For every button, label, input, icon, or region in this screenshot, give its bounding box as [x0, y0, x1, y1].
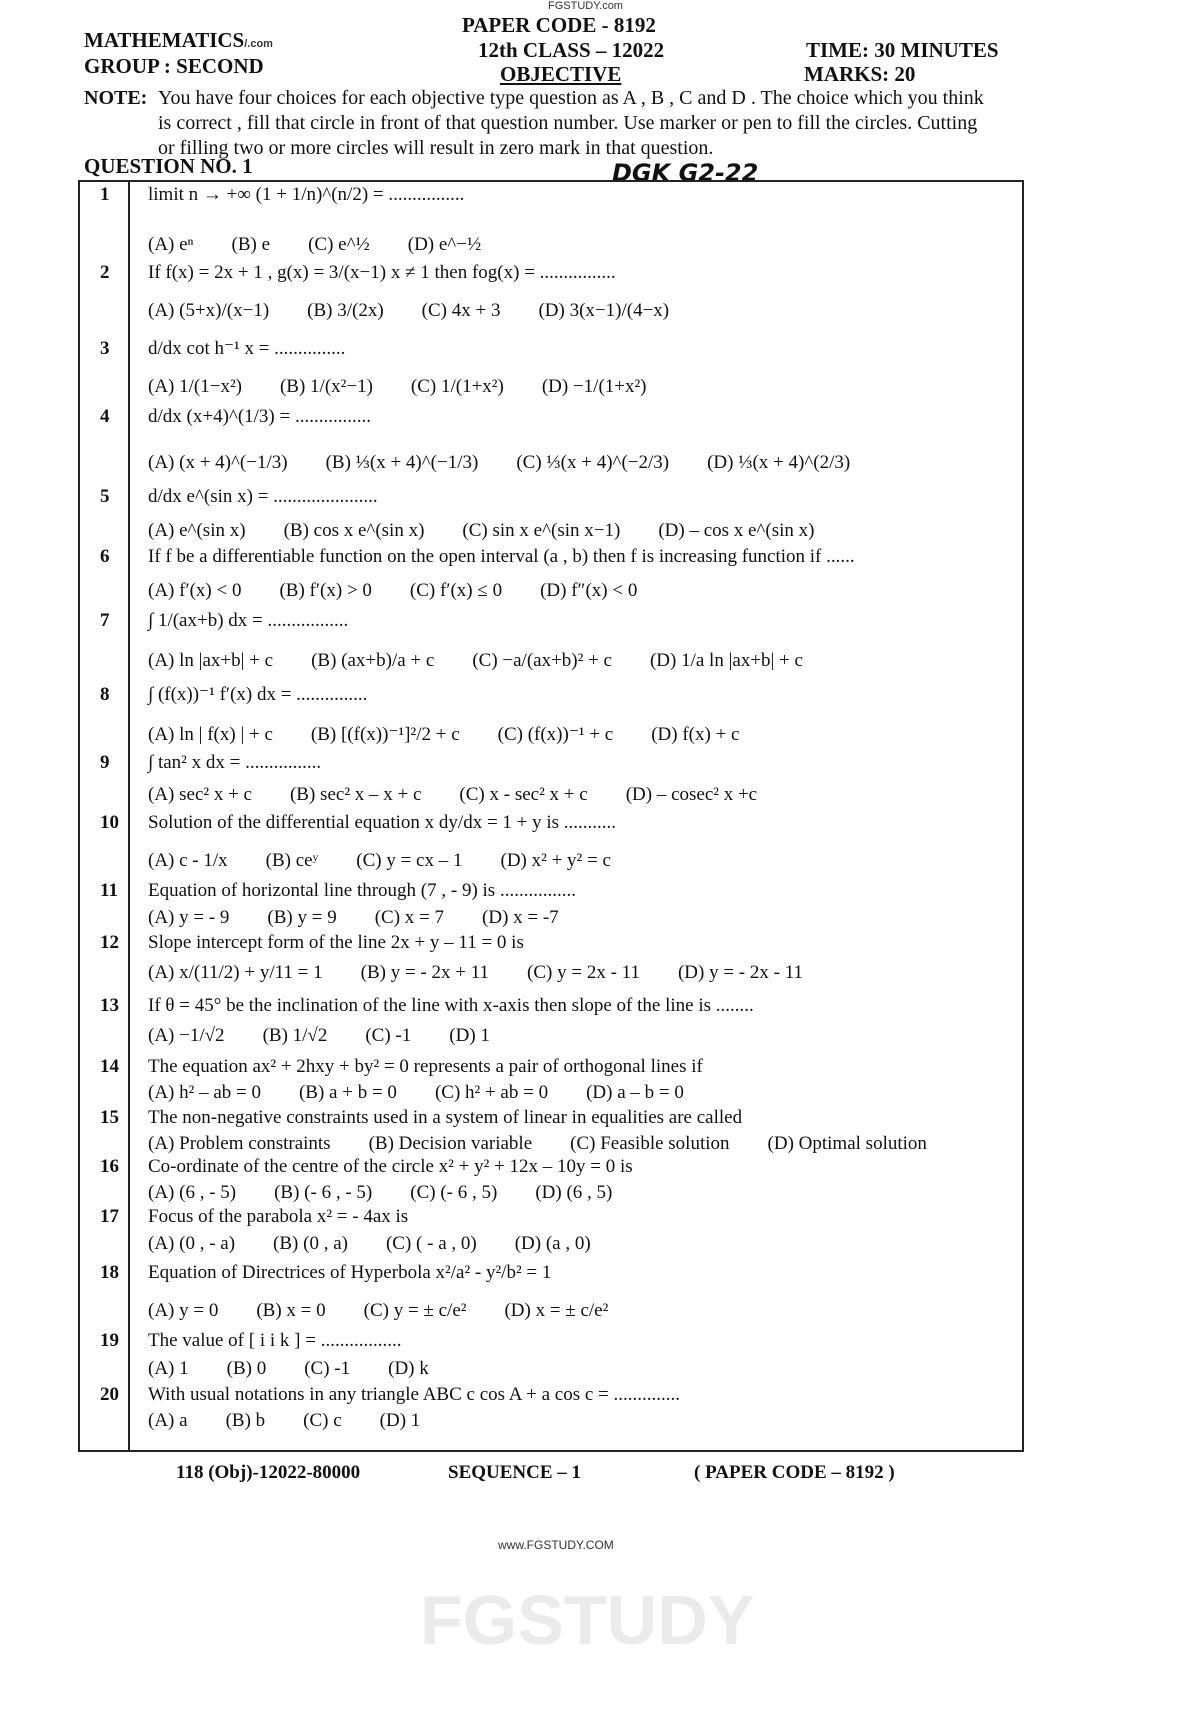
section-label: OBJECTIVE — [500, 62, 622, 86]
question-stem: If θ = 45° be the inclination of the line with x-axis then slope of the line is ........ — [148, 995, 754, 1016]
option-d: (D) f″(x) < 0 — [540, 580, 638, 601]
subject — [84, 28, 273, 52]
question-number: 7 — [100, 610, 110, 631]
option-c: (C) 4x + 3 — [421, 300, 501, 321]
group-label: GROUP : SECOND — [84, 54, 264, 78]
option-a: (A) (5+x)/(x−1) — [148, 300, 270, 321]
option-b: (B) (0 , a) — [273, 1233, 348, 1254]
subject-text: MATHEMATICS — [84, 28, 245, 52]
options-row — [148, 580, 637, 602]
subject-suffix: /.com — [244, 38, 273, 50]
option-d: (D) ⅓(x + 4)^(2/3) — [707, 452, 851, 473]
question-stem: Equation of Directrices of Hyperbola x²/a² - y²/b² = 1 — [148, 1262, 552, 1283]
question-stem: Equation of horizontal line through (7 , - 9) is ................ — [148, 880, 576, 901]
option-c: (C) sin x e^(sin x−1) — [462, 520, 621, 541]
option-c: (C) -1 — [365, 1025, 412, 1046]
options-row — [148, 1025, 490, 1047]
option-a: (A) y = - 9 — [148, 907, 230, 928]
option-a: (A) y = 0 — [148, 1300, 219, 1321]
options-row — [148, 724, 739, 746]
option-c: (C) c — [303, 1410, 342, 1431]
options-row — [148, 1133, 927, 1155]
question-stem: If f be a differentiable function on the open interval (a , b) then f is increasing function if ...... — [148, 546, 855, 567]
question-stem: If f(x) = 2x + 1 , g(x) = 3/(x−1) x ≠ 1 then fog(x) = ................ — [148, 262, 616, 283]
option-c: (C) f′(x) ≤ 0 — [409, 580, 503, 601]
option-c: (C) (- 6 , 5) — [410, 1182, 498, 1203]
footer-code: 118 (Obj)-12022-80000 — [176, 1462, 361, 1483]
handwritten-code: DGK G2-22 — [612, 159, 759, 187]
option-c: (C) y = cx – 1 — [356, 850, 463, 871]
question-stem: d/dx e^(sin x) = ...................... — [148, 486, 378, 507]
option-c: (C) −a/(ax+b)² + c — [472, 650, 612, 671]
option-c: (C) y = 2x - 11 — [527, 962, 640, 983]
time-label: TIME: 30 MINUTES — [806, 38, 999, 62]
options-row — [148, 452, 850, 474]
question-stem: Slope intercept form of the line 2x + y – 11 = 0 is — [148, 932, 524, 953]
question-number: 1 — [100, 184, 110, 205]
question-number: 8 — [100, 684, 110, 705]
option-d: (D) (6 , 5) — [535, 1182, 613, 1203]
option-b: (B) b — [225, 1410, 266, 1431]
question-number: 16 — [100, 1156, 119, 1177]
question-number: 14 — [100, 1056, 119, 1077]
options-row — [148, 1233, 591, 1255]
question-stem: limit n → +∞ (1 + 1/n)^(n/2) = ................ — [148, 184, 465, 205]
question-stem: ∫ tan² x dx = ................ — [148, 752, 322, 773]
option-d: (D) 3(x−1)/(4−x) — [538, 300, 670, 321]
option-a: (A) c - 1/x — [148, 850, 228, 871]
question-stem: Solution of the differential equation x dy/dx = 1 + y is ........... — [148, 812, 617, 833]
question-number: 4 — [100, 406, 110, 427]
options-row — [148, 962, 803, 984]
class-label: 12th CLASS – 12022 — [478, 38, 665, 62]
options-row — [148, 850, 611, 872]
option-d: (D) 1 — [449, 1025, 490, 1046]
option-b: (B) 1/(x²−1) — [279, 376, 373, 397]
question-number: 15 — [100, 1107, 119, 1128]
option-b: (B) a + b = 0 — [298, 1082, 397, 1103]
option-b: (B) [(f(x))⁻¹]²/2 + c — [310, 724, 460, 745]
question-number: 9 — [100, 752, 110, 773]
question-number: 10 — [100, 812, 119, 833]
note-label: NOTE: — [84, 87, 148, 109]
question-number: 13 — [100, 995, 119, 1016]
options-row — [148, 1082, 684, 1104]
question-stem: ∫ (f(x))⁻¹ f′(x) dx = ............... — [148, 684, 368, 705]
question-number: 3 — [100, 338, 110, 359]
options-row — [148, 1182, 612, 1204]
options-row — [148, 1358, 429, 1380]
question-stem: The equation ax² + 2hxy + by² = 0 represents a pair of orthogonal lines if — [148, 1056, 703, 1077]
question-stem: Co-ordinate of the centre of the circle x² + y² + 12x – 10y = 0 is — [148, 1156, 633, 1177]
option-b: (B) sec² x – x + c — [289, 784, 422, 805]
question-number: 11 — [100, 880, 118, 901]
question-number: 2 — [100, 262, 110, 283]
footer-paper-code: ( PAPER CODE – 8192 ) — [694, 1462, 895, 1483]
option-d: (D) – cos x e^(sin x) — [658, 520, 815, 541]
option-d: (D) e^−½ — [407, 234, 482, 255]
option-b: (B) Decision variable — [368, 1133, 533, 1154]
option-a: (A) f′(x) < 0 — [148, 580, 242, 601]
option-d: (D) x = ± c/e² — [504, 1300, 609, 1321]
option-c: (C) y = ± c/e² — [363, 1300, 467, 1321]
option-c: (C) (f(x))⁻¹ + c — [497, 724, 614, 745]
option-c: (C) h² + ab = 0 — [434, 1082, 549, 1103]
options-row — [148, 650, 803, 672]
site-mark-top: FGSTUDY.com — [548, 0, 623, 12]
option-a: (A) ln | f(x) | + c — [148, 724, 273, 745]
option-b: (B) cos x e^(sin x) — [283, 520, 425, 541]
option-b: (B) x = 0 — [256, 1300, 326, 1321]
question-stem: The value of [ i i k ] = ................. — [148, 1330, 402, 1351]
option-c: (C) x = 7 — [374, 907, 445, 928]
option-a: (A) 1/(1−x²) — [148, 376, 242, 397]
option-a: (A) x/(11/2) + y/11 = 1 — [148, 962, 323, 983]
options-row — [148, 784, 757, 806]
option-b: (B) ⅓(x + 4)^(−1/3) — [325, 452, 479, 473]
question-number: 6 — [100, 546, 110, 567]
option-b: (B) e — [231, 234, 271, 255]
option-d: (D) a – b = 0 — [586, 1082, 684, 1103]
question-number: 12 — [100, 932, 119, 953]
question-stem: d/dx cot h⁻¹ x = ............... — [148, 338, 346, 359]
question-stem: With usual notations in any triangle ABC c cos A + a cos c = .............. — [148, 1384, 681, 1405]
option-a: (A) Problem constraints — [148, 1133, 331, 1154]
question-number: 19 — [100, 1330, 119, 1351]
question-number: 17 — [100, 1206, 119, 1227]
option-c: (C) ( - a , 0) — [385, 1233, 477, 1254]
option-d: (D) 1 — [379, 1410, 421, 1431]
option-a: (A) a — [148, 1410, 188, 1431]
options-row — [148, 300, 669, 322]
option-c: (C) -1 — [304, 1358, 351, 1379]
option-c: (C) Feasible solution — [570, 1133, 730, 1154]
option-c: (C) x - sec² x + c — [459, 784, 588, 805]
question-stem: Focus of the parabola x² = - 4ax is — [148, 1206, 409, 1227]
question-stem: The non-negative constraints used in a system of linear in equalities are called — [148, 1107, 743, 1128]
note — [84, 86, 989, 161]
option-b: (B) 1/√2 — [262, 1025, 328, 1046]
note-text: You have four choices for each objective type question as A , B , C and D . The choice which you think is correct , fill that circle in front of that question number. Use marker or pen to fill the circles. Cutting or filling two or more circles will result in zero mark in that question. — [158, 87, 984, 159]
option-a: (A) (6 , - 5) — [148, 1182, 237, 1203]
option-a: (A) (0 , - a) — [148, 1233, 236, 1254]
watermark-logo: FGSTUDY — [420, 1581, 755, 1659]
question-title: QUESTION NO. 1 — [84, 154, 253, 178]
option-a: (A) h² – ab = 0 — [148, 1082, 261, 1103]
option-c: (C) 1/(1+x²) — [410, 376, 504, 397]
options-row — [148, 520, 814, 542]
marks-label: MARKS: 20 — [804, 62, 916, 86]
option-d: (D) −1/(1+x²) — [541, 376, 647, 397]
option-d: (D) – cosec² x +c — [625, 784, 758, 805]
option-b: (B) y = 9 — [267, 907, 337, 928]
option-b: (B) 3/(2x) — [307, 300, 384, 321]
option-b: (B) 0 — [226, 1358, 267, 1379]
footer-sequence: SEQUENCE – 1 — [448, 1462, 582, 1483]
option-d: (D) Optimal solution — [767, 1133, 927, 1154]
option-b: (B) f′(x) > 0 — [279, 580, 372, 601]
option-d: (D) k — [388, 1358, 429, 1379]
option-c: (C) e^½ — [308, 234, 370, 255]
option-d: (D) f(x) + c — [651, 724, 740, 745]
option-d: (D) x² + y² = c — [500, 850, 611, 871]
option-a: (A) sec² x + c — [148, 784, 252, 805]
option-a: (A) eⁿ — [148, 234, 194, 255]
column-divider — [128, 180, 130, 1450]
question-stem: d/dx (x+4)^(1/3) = ................ — [148, 406, 371, 427]
question-stem: ∫ 1/(ax+b) dx = ................. — [148, 610, 349, 631]
question-number: 5 — [100, 486, 110, 507]
options-row — [148, 1300, 608, 1322]
option-d: (D) y = - 2x - 11 — [677, 962, 803, 983]
paper-code: PAPER CODE - 8192 — [462, 13, 656, 37]
option-a: (A) −1/√2 — [148, 1025, 225, 1046]
options-row — [148, 907, 559, 929]
question-number: 20 — [100, 1384, 119, 1405]
option-d: (D) (a , 0) — [514, 1233, 591, 1254]
option-b: (B) (- 6 , - 5) — [274, 1182, 373, 1203]
option-d: (D) x = -7 — [482, 907, 559, 928]
option-c: (C) ⅓(x + 4)^(−2/3) — [516, 452, 670, 473]
footer-website: www.FGSTUDY.COM — [498, 1538, 614, 1552]
option-a: (A) 1 — [148, 1358, 189, 1379]
option-d: (D) 1/a ln |ax+b| + c — [649, 650, 803, 671]
options-row — [148, 1410, 420, 1432]
option-b: (B) y = - 2x + 11 — [360, 962, 490, 983]
option-b: (B) (ax+b)/a + c — [311, 650, 435, 671]
question-number: 18 — [100, 1262, 119, 1283]
option-a: (A) (x + 4)^(−1/3) — [148, 452, 288, 473]
options-row — [148, 234, 481, 256]
option-b: (B) ceʸ — [265, 850, 319, 871]
options-row — [148, 376, 647, 398]
option-a: (A) e^(sin x) — [148, 520, 246, 541]
option-a: (A) ln |ax+b| + c — [148, 650, 274, 671]
